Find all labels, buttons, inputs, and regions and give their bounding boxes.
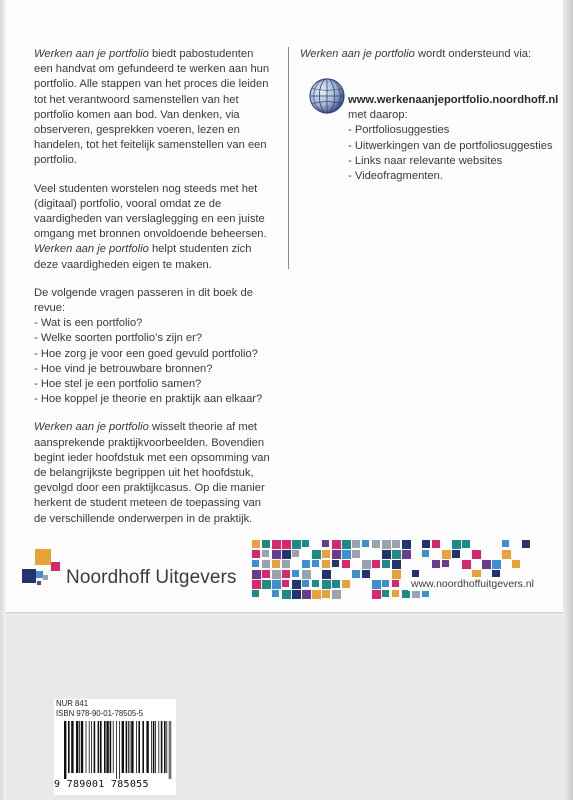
book-title-italic: Werken aan je portfolio [34,243,149,256]
mosaic-tile [462,540,470,548]
mosaic-tile [332,560,339,567]
mosaic-tile [482,560,491,569]
mosaic-tile [262,570,270,578]
mosaic-tile [442,560,449,567]
nur-code: NUR 841 [56,699,89,708]
support-column [300,47,559,183]
mosaic-tile [332,580,340,588]
publisher-website-link[interactable]: www.noordhoffuitgevers.nl [408,577,537,591]
mosaic-tile [432,540,440,548]
mosaic-tile [252,590,259,597]
question-item: - Wat is een portfolio? [34,317,143,330]
feature-item: - Videofragmenten. [348,170,443,183]
companion-website-link[interactable]: www.werkenaanjeportfolio.noordhoff.nl [348,94,559,106]
mosaic-tile [272,580,281,589]
question-item: - Hoe koppel je theorie en praktijk aan elkaar? [34,393,263,406]
barcode-bar [86,721,87,773]
mosaic-tile [342,550,351,559]
mosaic-tile [322,570,331,579]
question-item: - Welke soorten portfolio’s zijn er? [34,332,203,345]
barcode-bar [79,721,80,773]
mosaic-tile [432,560,440,568]
book-title-italic: Werken aan je portfolio [34,48,149,60]
isbn-number: ISBN 978-90-01-78505-5 [56,709,144,718]
barcode-bar [164,721,166,773]
barcode-bar [98,721,100,773]
mosaic-tile [322,550,330,558]
question-item: - Hoe zorg je voor een goed gevuld portfolio? [34,347,258,360]
mosaic-tile [332,550,341,559]
mosaic-tile [372,540,380,548]
mosaic-tile [442,550,451,559]
barcode-bar [81,721,83,773]
mosaic-tile [312,580,319,587]
mosaic-tile [292,550,299,557]
mosaic-tile [392,580,399,587]
mosaic-tile [322,590,330,598]
mosaic-tile [352,570,360,578]
mosaic-tile [392,590,399,597]
mosaic-tile [272,590,279,597]
ean-number: 9 789001 785055 [54,779,149,790]
mosaic-tile [462,560,471,569]
page-edge [563,0,573,800]
mosaic-tile [282,550,291,559]
publisher-name: Noordhoff Uitgevers [66,567,237,588]
mosaic-tile [392,540,400,548]
mosaic-tile [322,580,331,589]
mosaic-tile [252,560,259,567]
column-divider [288,47,289,269]
mosaic-tile [382,540,391,549]
mosaic-tile [282,540,291,549]
mosaic-tile [342,580,350,588]
website-info [348,93,558,184]
mosaic-tile [282,560,290,568]
barcode-bar [100,721,102,773]
mosaic-tile [302,560,310,568]
barcode-bar [131,721,133,773]
mosaic-tile [502,550,511,559]
intro-paragraph: Werken aan je portfolio biedt pabostudenten een handvat om gefundeerd te werken aan hun portfolio. Alle stappen van het proces die leiden tot het verantwoord samenstellen van het portfolio komen aan bod. Van denken, via observeren, gesprekken voeren, lezen en handelen, tot het feitelijk samenstellen van een portfolio. [34,48,270,167]
mosaic-tile [392,560,401,569]
barcode-bar [126,721,128,773]
mosaic-tile [252,580,261,589]
barcode-bar [91,721,92,773]
barcode-bar [104,721,106,773]
mosaic-tile [322,540,329,547]
mosaic-tile [422,550,429,557]
mosaic-tile [262,560,270,568]
mosaic-tile [382,590,389,597]
barcode-bar [94,721,96,773]
website-lead: met daarop: [348,109,408,122]
mosaic-tile [412,590,420,598]
mosaic-tile [382,550,391,559]
mosaic-tile [352,540,360,548]
mosaic-tile [372,560,380,568]
mosaic-tile [512,560,520,568]
barcode-bar [158,721,159,773]
mosaic-tile [292,580,301,589]
mosaic-tile [282,590,291,599]
mosaic-tile [452,540,461,549]
mosaic-tile [492,560,501,569]
barcode-bar [130,721,131,773]
mosaic-tile [312,590,321,599]
barcode-bar [128,721,129,773]
website-features-list [348,123,558,184]
feature-item: - Links naar relevante websites [348,154,503,167]
mosaic-tile [372,580,381,589]
feature-item: - Uitwerkingen van de portfoliosuggesties [348,139,553,152]
mosaic-tile [252,550,260,558]
mosaic-tile [322,560,330,568]
barcode-bar [169,721,170,779]
barcode-bar [119,721,120,779]
mosaic-tile [522,540,530,548]
barcode-bar [153,721,155,773]
mosaic-tile [352,550,360,558]
mosaic-tile [362,560,371,569]
mosaic-tile [312,560,319,567]
mosaic-tile [362,570,370,578]
barcode-bar [122,721,124,773]
mosaic-tile [262,550,269,557]
mosaic-tile [272,570,281,579]
barcode-bar [151,721,152,773]
barcode-bar [142,721,144,773]
barcode-bar [76,721,78,773]
question-item: - Hoe vind je betrouwbare bronnen? [34,362,213,375]
questions-lead: De volgende vragen passeren in dit boek de revue: [34,286,253,315]
barcode-bar [71,721,73,773]
mosaic-tile [302,570,311,579]
mosaic-tile [282,570,290,578]
barcode-bar [166,721,167,773]
barcode-bar [110,721,112,773]
mosaic-tile [412,570,419,577]
challenge-paragraph: Veel studenten worstelen nog steeds met het (digitaal) portfolio, vooral omdat ze de vaardigheden van verslaglegging en een juiste omgang met bronnen onvoldoende beheersen. Werken aan je portfolio helpt studenten zich deze vaardigheden eigen te maken. [34,182,267,271]
mosaic-tile [342,540,351,549]
mosaic-tile [262,540,270,548]
barcode-bar [68,721,70,773]
support-intro: Werken aan je portfolio wordt ondersteund via: [300,48,532,60]
mosaic-tile [472,550,481,559]
barcode-bar [155,721,156,773]
mosaic-tile [272,550,281,559]
noordhoff-logo-icon [22,547,64,591]
blurb-column [34,47,274,540]
question-item: - Hoe stel je een portfolio samen? [34,378,202,391]
globe-icon [308,77,346,115]
mosaic-tile [452,550,460,558]
mosaic-tile [292,590,301,599]
mosaic-tile [272,560,280,568]
barcode-image [62,721,174,779]
barcode-panel [54,699,176,795]
mosaic-tile [382,580,389,587]
mosaic-tile [302,540,309,547]
barcode-bar [64,721,66,779]
mosaic-tile [262,580,271,589]
barcode-bar [89,721,90,773]
barcode-bar [161,721,163,773]
mosaic-tile [422,590,429,597]
closing-paragraph: Werken aan je portfolio wisselt theorie af met aansprekende praktijkvoorbeelden. Bovendien begint ieder hoofdstuk met een opsomming van de belangrijkste begrippen uit het hoofdstuk, gevolgd door een praktijkcasus. Op die manier herkent de student meteen de toepassing van de verschillende onderwerpen in de praktijk. [34,421,270,525]
mosaic-tile [342,560,350,568]
mosaic-tile [282,580,289,587]
mosaic-tile [402,590,410,598]
publisher-brand [22,547,262,591]
mosaic-tile [252,540,260,548]
mosaic-tile [402,540,411,549]
mosaic-tile [502,540,509,547]
mosaic-tile [392,550,401,559]
barcode-bar [136,721,137,773]
barcode-bar [138,721,140,773]
questions-paragraph [34,286,274,316]
mosaic-tile [332,540,341,549]
mosaic-tile [422,540,430,548]
mosaic-tile [272,540,281,549]
mosaic-tile [372,590,381,599]
feature-item: - Portfoliosuggesties [348,124,450,137]
mosaic-tile [312,550,321,559]
mosaic-tile [302,580,309,587]
mosaic-tile [292,540,301,549]
book-title-italic: Werken aan je portfolio [300,48,415,60]
mosaic-tile [362,540,369,547]
barcode-bar [116,721,117,779]
questions-list [34,316,274,407]
mosaic-tile [402,550,411,559]
barcode-bar [146,721,148,773]
mosaic-tile [392,570,401,579]
book-title-italic: Werken aan je portfolio [34,421,149,434]
mosaic-tile [292,570,299,577]
spine-edge [0,0,6,800]
barcode-bar [170,721,171,779]
mosaic-tile [382,560,390,568]
mosaic-tile [252,570,261,579]
mosaic-tile [302,590,311,599]
barcode-bar [113,721,114,773]
mosaic-tile [332,590,341,599]
barcode-bar [106,721,108,773]
